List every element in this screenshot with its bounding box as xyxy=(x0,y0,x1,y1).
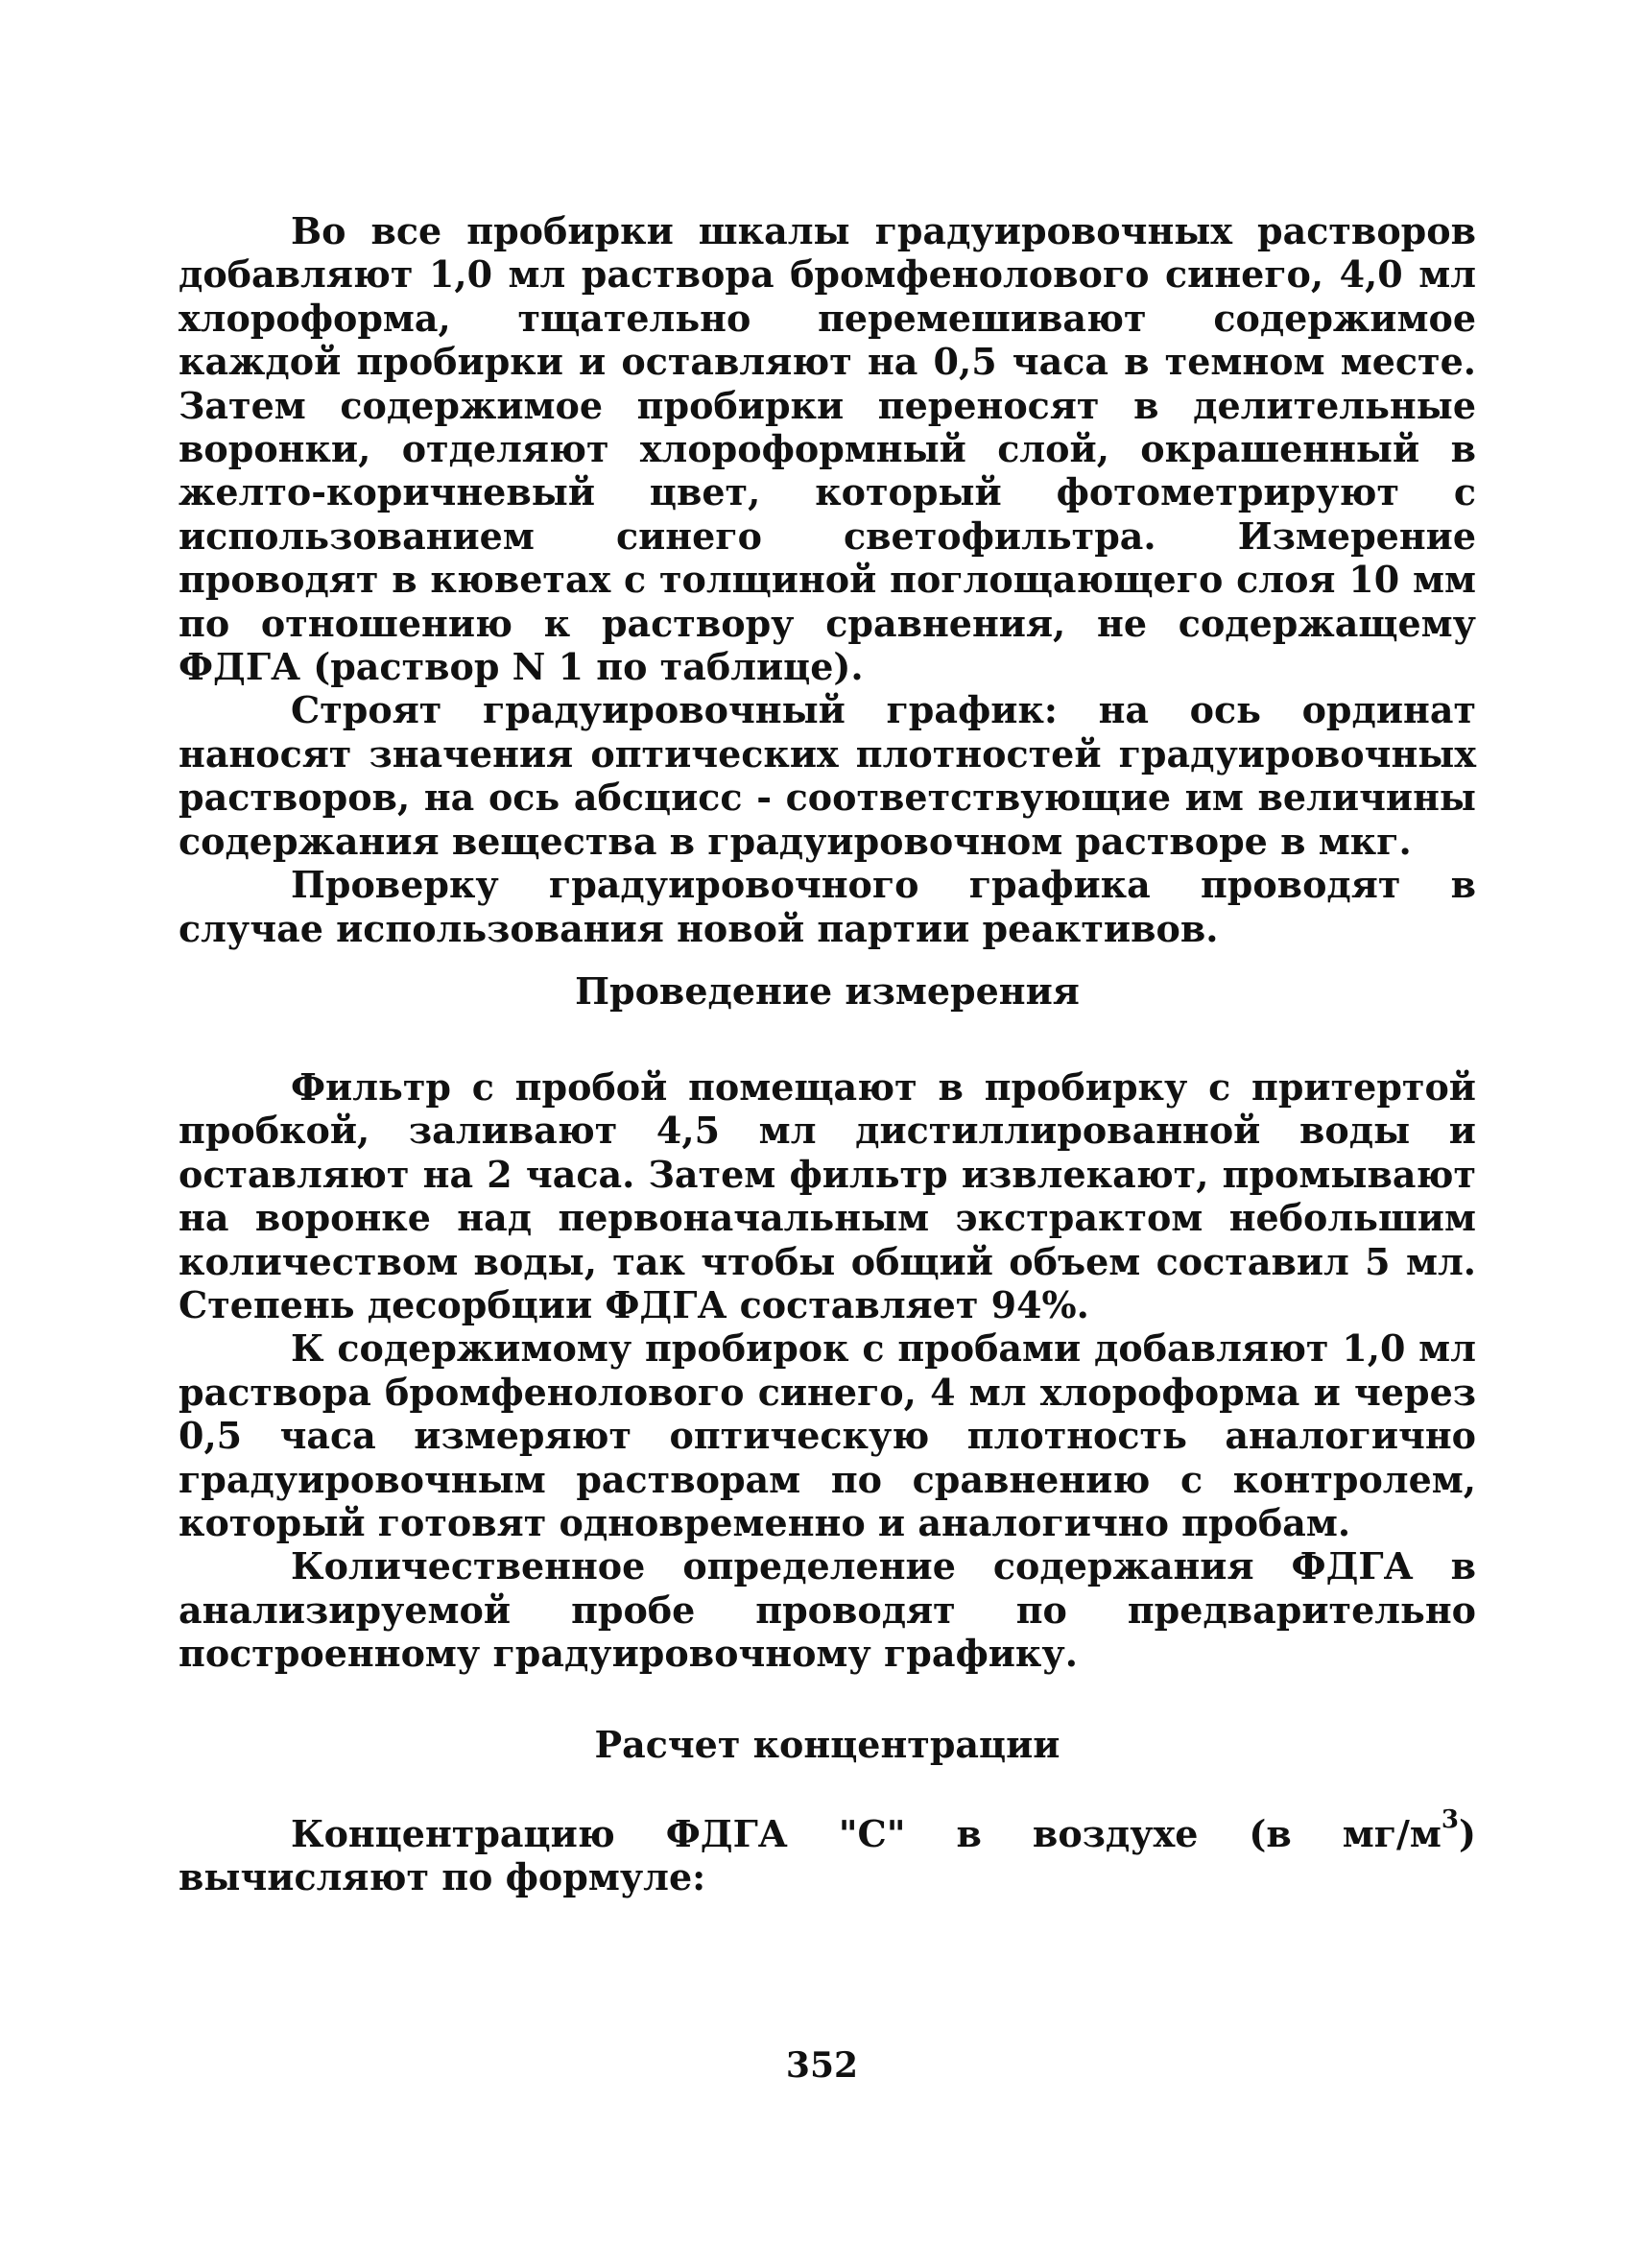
formula-lead-before: Концентрацию ФДГА "С" в воздухе (в мг/м xyxy=(291,1812,1441,1855)
paragraph-filter: Фильтр с пробой помещают в пробирку с притертой пробкой, заливают 4,5 мл дистиллированной воды и оставляют на 2 часа. Затем фильтр извлекают, промывают на воронке над первоначальным экстрактом небольшим количеством воды, так чтобы общий объем составил 5 мл. Степень десорбции ФДГА составляет 94%. xyxy=(179,1065,1476,1327)
measurement-text-block xyxy=(179,1065,1476,1676)
formula-lead-after: ) вычисляют по формуле: xyxy=(179,1812,1476,1899)
paragraph-reagents: Во все пробирки шкалы градуировочных растворов добавляют 1,0 мл раствора бромфенолового синего, 4,0 мл хлороформа, тщательно перемешивают содержимое каждой пробирки и оставляют на 0,5 часа в темном месте. Затем содержимое пробирки переносят в делительные воронки, отделяют хлороформный слой, окрашенный в желто-коричневый цвет, который фотометрируют с использованием синего светофильтра. Измерение проводят в кюветах с толщиной поглощающего слоя 10 мм по отношению к раствору сравнения, не содержащему ФДГА (раствор N 1 по таблице). xyxy=(179,209,1476,689)
paragraph-formula-lead xyxy=(179,1805,1476,1899)
page-number: 352 xyxy=(785,2045,859,2086)
paragraph-quantitation: Количественное определение содержания ФДГА в анализируемой пробе проводят по предварительно построенному градуировочному графику. xyxy=(179,1544,1476,1676)
paragraph-calibration-graph: Строят градуировочный график: на ось ординат наносят значения оптических плотностей градуировочных растворов, на ось абсцисс - соответствующие им величины содержания вещества в градуировочном растворе в мкг. xyxy=(179,688,1476,863)
heading-calculation: Расчет концентрации xyxy=(594,1723,1060,1766)
calculation-text-block xyxy=(179,1805,1476,1899)
heading-measurement: Проведение измерения xyxy=(575,969,1080,1013)
intro-text-block xyxy=(179,209,1476,950)
superscript-cube: 3 xyxy=(1441,1805,1460,1835)
paragraph-sample-reagents: К содержимому пробирок с пробами добавляют 1,0 мл раствора бромфенолового синего, 4 мл хлороформа и через 0,5 часа измеряют оптическую плотность аналогично градуировочным растворам по сравнению с контролем, который готовят одновременно и аналогично пробам. xyxy=(179,1326,1476,1545)
paragraph-graph-check: Проверку градуировочного графика проводят в случае использования новой партии реактивов. xyxy=(179,863,1476,950)
